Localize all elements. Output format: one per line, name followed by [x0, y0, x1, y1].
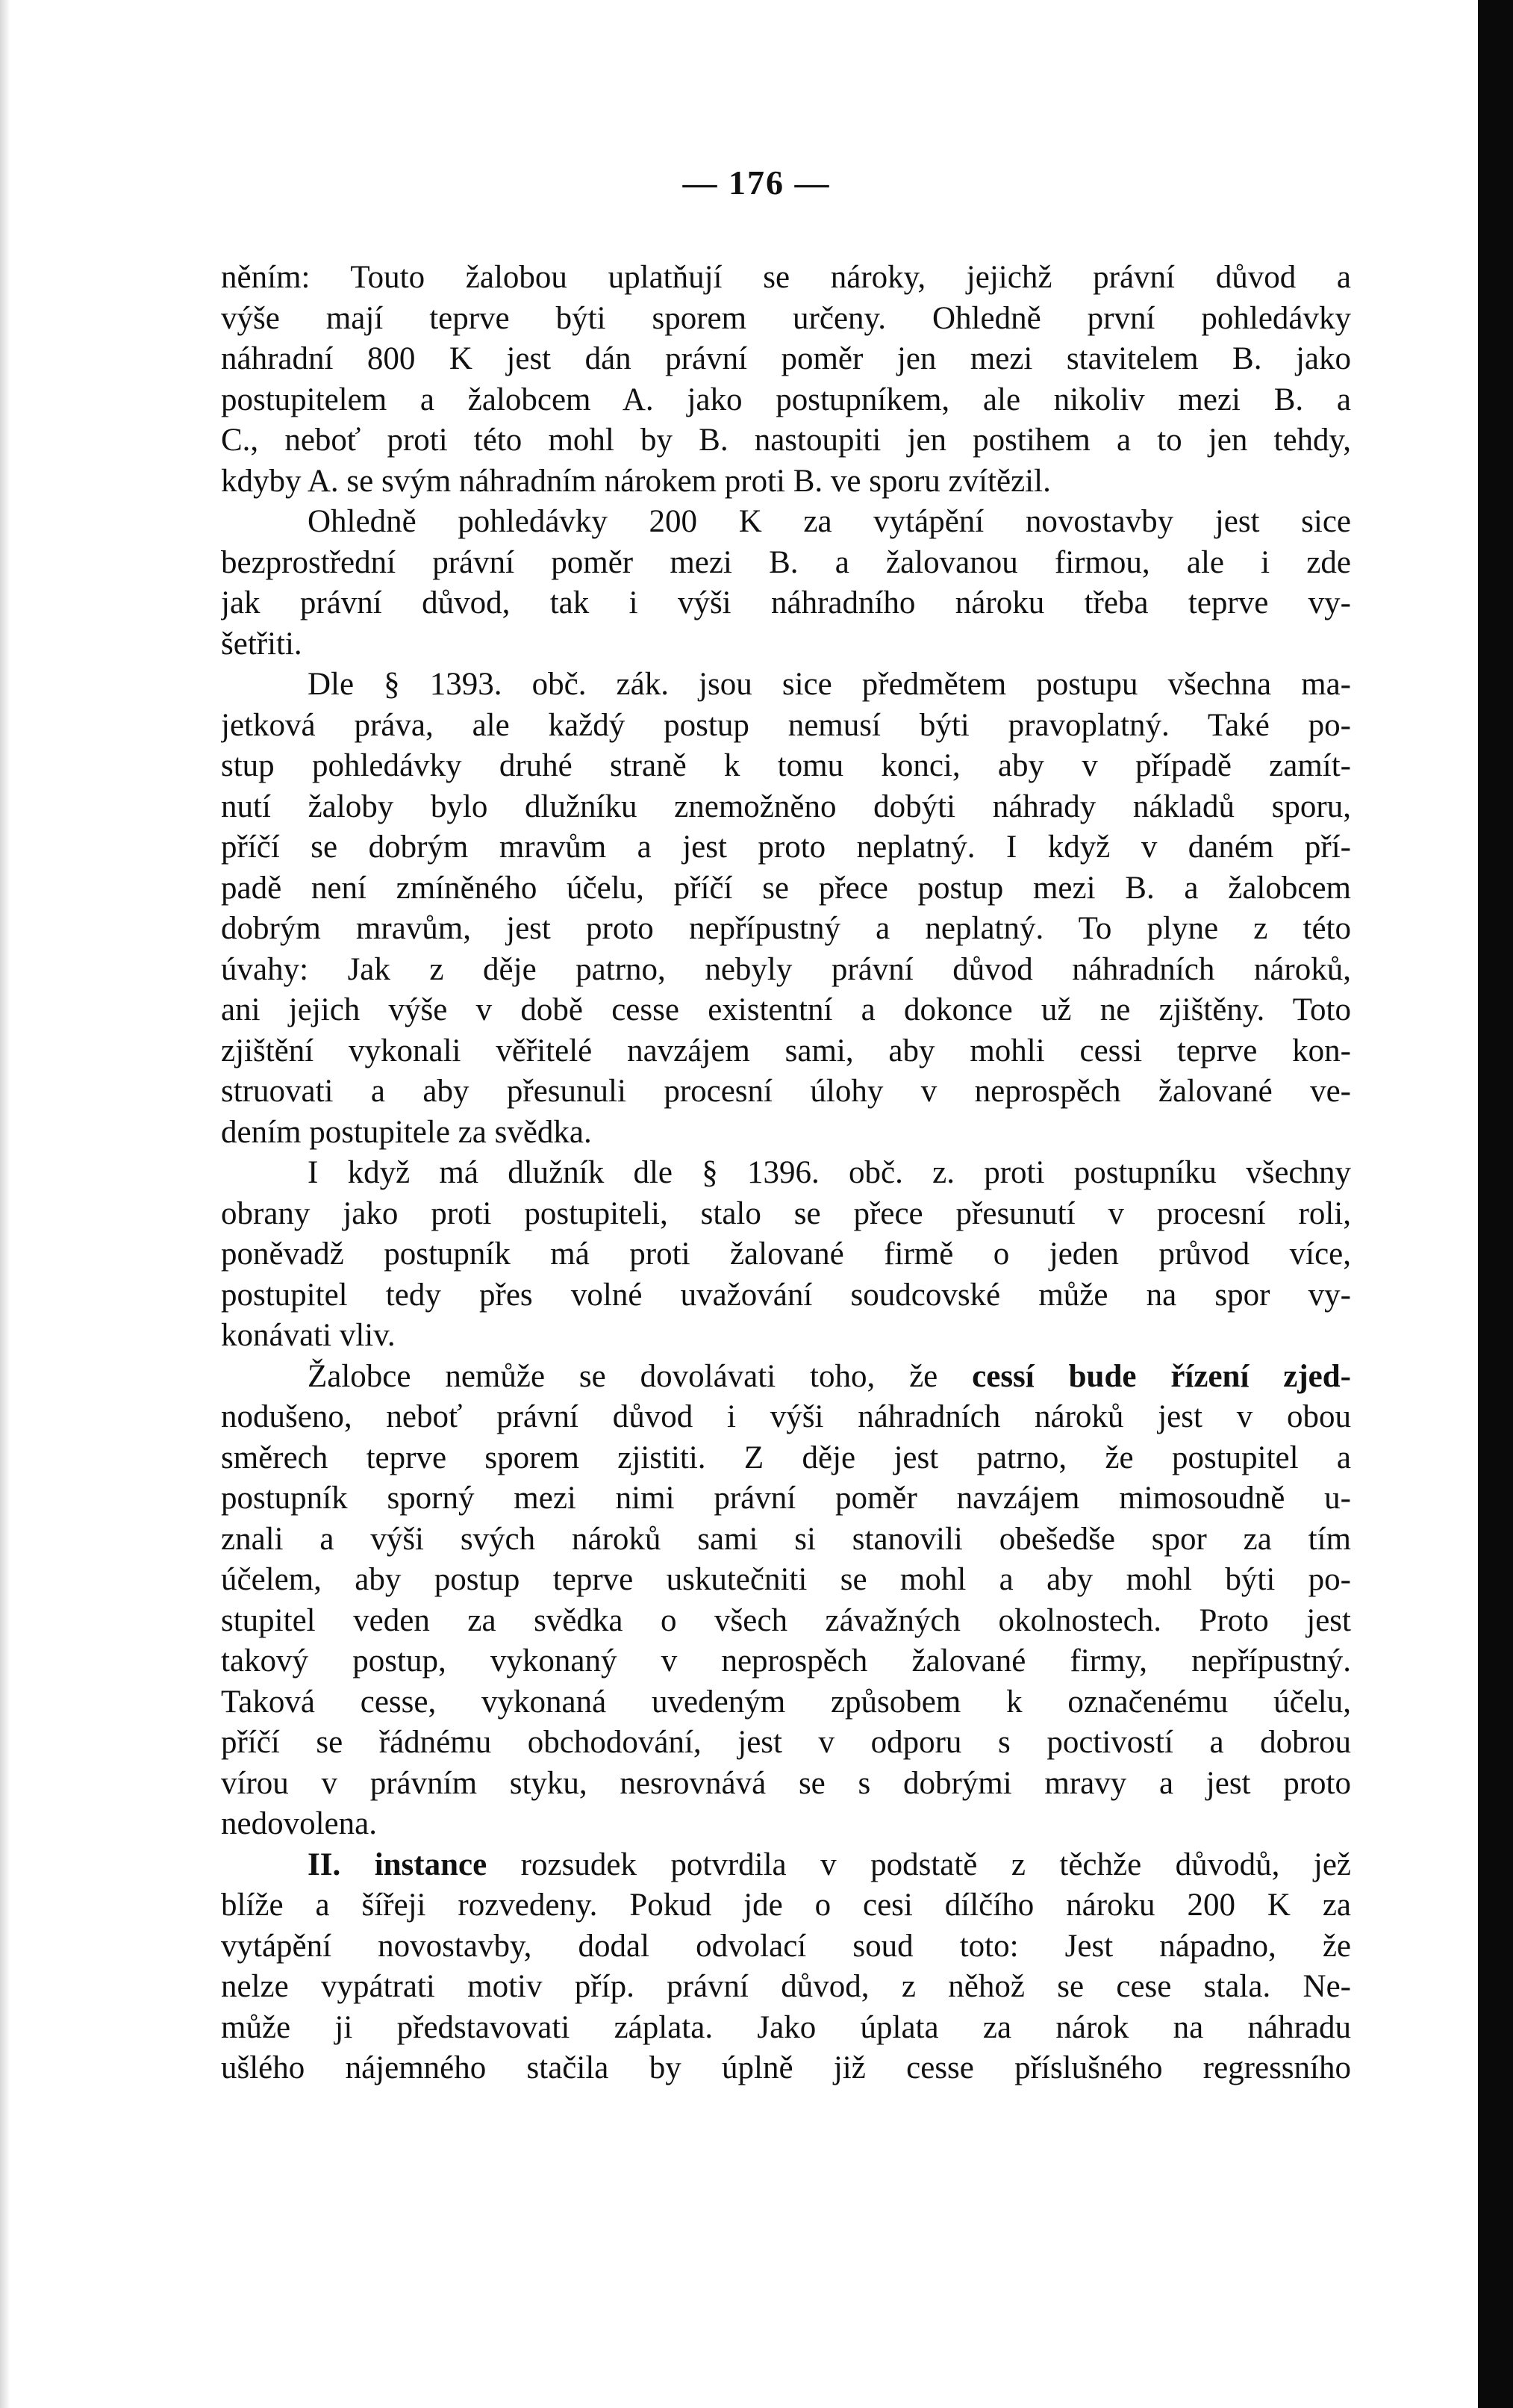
text-line: nutí žaloby bylo dlužníku znemožněno dobýti náhrady nákladů sporu,: [221, 788, 1351, 824]
text-line: vytápění novostavby, dodal odvolací soud toto: Jest nápadno, že: [221, 1928, 1351, 1964]
text-line: postupitelem a žalobcem A. jako postupníkem, ale nikoliv mezi B. a: [221, 382, 1351, 417]
scan-left-edge: [0, 0, 10, 2408]
text-line: postupník sporný mezi nimi právní poměr navzájem mimosoudně u-: [221, 1481, 1351, 1516]
text-run: Žalobce nemůže se dovolávati toho, že: [308, 1358, 973, 1394]
text-run: rozsudek potvrdila v podstatě z těchže důvodů, jež: [487, 1847, 1351, 1882]
paragraph: [221, 1845, 1351, 2089]
paragraph: [221, 1357, 1351, 1845]
text-line: ušlého nájemného stačila by úplně již cesse příslušného regressního: [221, 2050, 1351, 2085]
text-line: kdyby A. se svým náhradním nárokem proti B. ve sporu zvítězil.: [221, 463, 1051, 499]
scan-right-border: [1478, 0, 1513, 2408]
text-line: bezprostřední právní poměr mezi B. a žalovanou firmou, ale i zde: [221, 544, 1351, 580]
text-line: znali a výši svých nároků sami si stanovili obešedše spor za tím: [221, 1521, 1351, 1557]
text-line: může ji představovati záplata. Jako úplata za nárok na náhradu: [221, 2009, 1351, 2045]
text-line: jetková práva, ale každý postup nemusí býti pravoplatný. Také po-: [221, 707, 1351, 743]
paragraph: [221, 1153, 1351, 1357]
text-line: účelem, aby postup teprve uskutečniti se mohl a aby mohl býti po-: [221, 1562, 1351, 1597]
bold-text-run: cessí bude řízení zjed-: [972, 1358, 1351, 1394]
text-line: směrech teprve sporem zjistiti. Z děje jest patrno, že postupitel a: [221, 1440, 1351, 1475]
text-line: jak právní důvod, tak i výši náhradního nároku třeba teprve vy-: [221, 585, 1351, 620]
text-line: dením postupitele za svědka.: [221, 1114, 592, 1150]
text-line: takový postup, vykonaný v neprospěch žalované firmy, nepřípustný.: [221, 1643, 1351, 1679]
text-line: nodušeno, neboť právní důvod i výši náhradních nároků jest v obou: [221, 1399, 1351, 1434]
text-line: nedovolena.: [221, 1806, 377, 1841]
text-line: něním: Touto žalobou uplatňují se nároky, jejichž právní důvod a: [221, 260, 1351, 295]
page-number: — 176 —: [682, 164, 831, 202]
text-line: struovati a aby přesunuli procesní úlohy v neprospěch žalované ve-: [221, 1074, 1351, 1109]
text-line: příčí se řádnému obchodování, jest v odporu s poctivostí a dobrou: [221, 1725, 1351, 1760]
text-line: dobrým mravům, jest proto nepřípustný a neplatný. To plyne z této: [221, 911, 1351, 946]
text-line: [221, 1357, 1351, 1398]
bold-text-run: II. instance: [308, 1847, 487, 1882]
text-line: Taková cesse, vykonaná uvedeným způsobem k označenému účelu,: [221, 1684, 1351, 1720]
text-line: I když má dlužník dle § 1396. obč. z. proti postupníku všechny: [308, 1155, 1351, 1190]
text-line: vírou v právním styku, nesrovnává se s dobrými mravy a jest proto: [221, 1765, 1351, 1801]
paragraph: [221, 502, 1351, 665]
paragraph: [221, 665, 1351, 1153]
paragraph: [221, 258, 1351, 502]
text-line: ani jejich výše v době cesse existentní a dokonce už ne zjištěny. Toto: [221, 992, 1351, 1027]
text-line: Dle § 1393. obč. zák. jsou sice předmětem postupu všechna ma-: [308, 667, 1351, 702]
text-line: příčí se dobrým mravům a jest proto neplatný. I když v daném pří-: [221, 830, 1351, 865]
text-line: konávati vliv.: [221, 1318, 396, 1353]
body-text: [221, 258, 1351, 2089]
text-line: [221, 1845, 1351, 1886]
text-line: náhradní 800 K jest dán právní poměr jen mezi stavitelem B. jako: [221, 341, 1351, 376]
text-line: obrany jako proti postupiteli, stalo se přece přesunutí v procesní roli,: [221, 1195, 1351, 1231]
text-line: C., neboť proti této mohl by B. nastoupiti jen postihem a to jen tehdy,: [221, 423, 1351, 458]
text-line: šetřiti.: [221, 626, 302, 662]
text-line: postupitel tedy přes volné uvažování soudcovské může na spor vy-: [221, 1277, 1351, 1313]
text-line: blíže a šířeji rozvedeny. Pokud jde o cesi dílčího nároku 200 K za: [221, 1888, 1351, 1923]
text-line: stup pohledávky druhé straně k tomu konci, aby v případě zamít-: [221, 748, 1351, 783]
text-line: zjištění vykonali věřitelé navzájem sami, aby mohli cessi teprve kon-: [221, 1033, 1351, 1068]
text-line: nelze vypátrati motiv příp. právní důvod, z něhož se cese stala. Ne-: [221, 1969, 1351, 2004]
text-line: stupitel veden za svědka o všech závažných okolnostech. Proto jest: [221, 1602, 1351, 1638]
text-line: padě není zmíněného účelu, příčí se přece postup mezi B. a žalobcem: [221, 870, 1351, 906]
text-line: Ohledně pohledávky 200 K za vytápění novostavby jest sice: [308, 504, 1351, 539]
text-line: poněvadž postupník má proti žalované firmě o jeden průvod více,: [221, 1236, 1351, 1272]
text-line: výše mají teprve býti sporem určeny. Ohledně první pohledávky: [221, 300, 1351, 336]
text-line: úvahy: Jak z děje patrno, nebyly právní důvod náhradních nároků,: [221, 951, 1351, 987]
